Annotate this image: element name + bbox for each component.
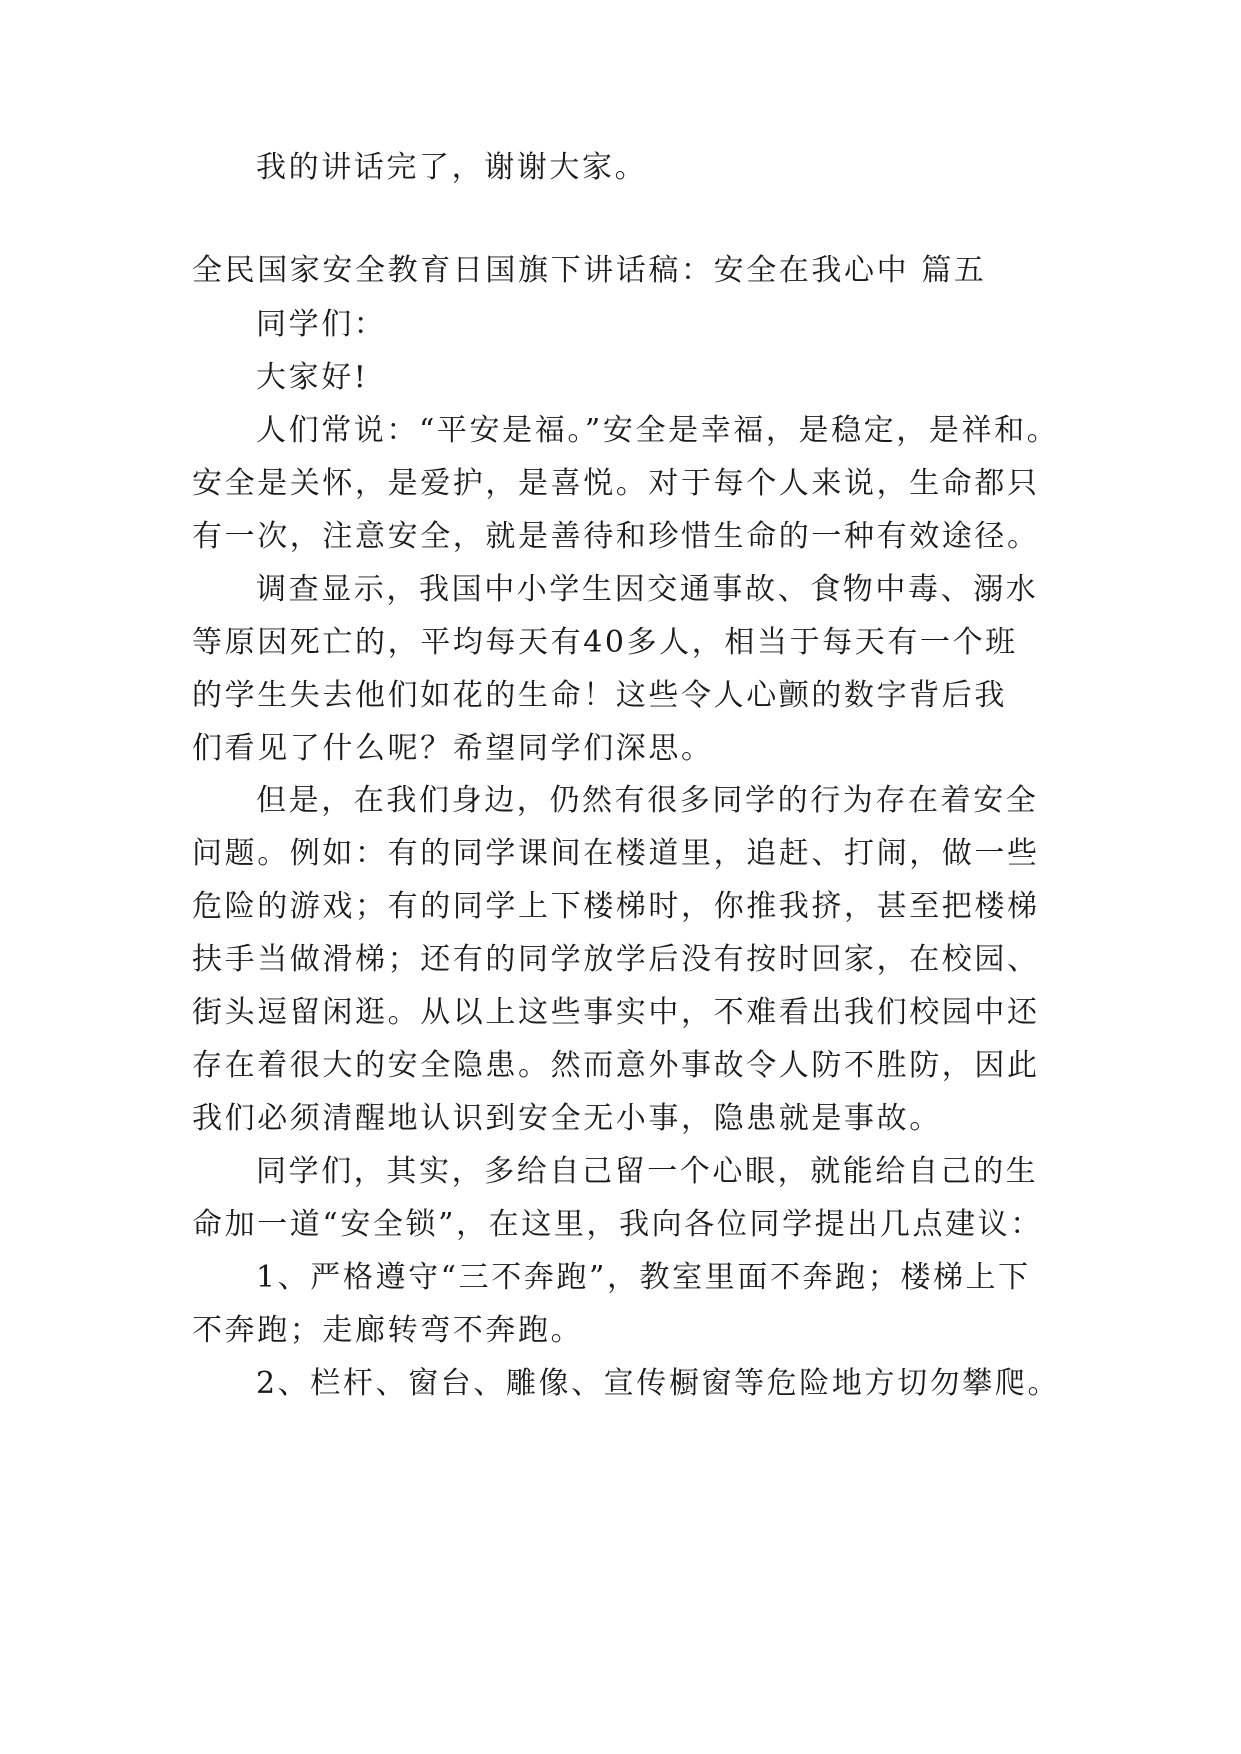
paragraph-line: 安全是关怀，是爱护，是喜悦。对于每个人来说，生命都只 <box>192 466 1040 501</box>
paragraph-line: 危险的游戏；有的同学上下楼梯时，你推我挤，甚至把楼梯 <box>192 889 1040 924</box>
greeting-line: 大家好! <box>256 360 369 395</box>
paragraph-line: 不奔跑；走廊转弯不奔跑。 <box>192 1313 584 1348</box>
paragraph-line: 扶手当做滑梯；还有的同学放学后没有按时回家，在校园、 <box>192 942 1040 977</box>
paragraph-line: 同学们，其实，多给自己留一个心眼，就能给自己的生 <box>256 1154 1039 1189</box>
paragraph-line: 的学生失去他们如花的生命！这些令人心颤的数字背后我 <box>192 678 1007 713</box>
closing-line: 我的讲话完了，谢谢大家。 <box>256 150 648 185</box>
paragraph-line: 1、严格遵守“三不奔跑”，教室里面不奔跑；楼梯上下 <box>256 1260 1031 1295</box>
paragraph-line: 但是，在我们身边，仍然有很多同学的行为存在着安全 <box>256 783 1039 818</box>
paragraph-line: 人们常说：“平安是福。”安全是幸福，是稳定，是祥和。 <box>256 413 1060 448</box>
paragraph-line: 街头逗留闲逛。从以上这些事实中，不难看出我们校园中还 <box>192 995 1040 1030</box>
paragraph-line: 我们必须清醒地认识到安全无小事，隐患就是事故。 <box>192 1101 942 1136</box>
section-title: 全民国家安全教育日国旗下讲话稿：安全在我心中 篇五 <box>192 253 987 288</box>
greeting-line: 同学们： <box>256 307 387 342</box>
paragraph-line: 2、栏杆、窗台、雕像、宣传橱窗等危险地方切勿攀爬。 <box>256 1366 1061 1401</box>
paragraph-line: 有一次，注意安全，就是善待和珍惜生命的一种有效途径。 <box>192 519 1040 554</box>
paragraph-line: 命加一道“安全锁”，在这里，我向各位同学提出几点建议： <box>192 1207 1043 1242</box>
paragraph-line: 调查显示，我国中小学生因交通事故、食物中毒、溺水 <box>256 572 1039 607</box>
paragraph-line: 存在着很大的安全隐患。然而意外事故令人防不胜防，因此 <box>192 1048 1040 1083</box>
paragraph-line: 等原因死亡的，平均每天有40多人，相当于每天有一个班 <box>192 625 1018 660</box>
paragraph-line: 问题。例如：有的同学课间在楼道里，追赶、打闹，做一些 <box>192 836 1040 871</box>
paragraph-line: 们看见了什么呢？希望同学们深思。 <box>192 731 714 766</box>
